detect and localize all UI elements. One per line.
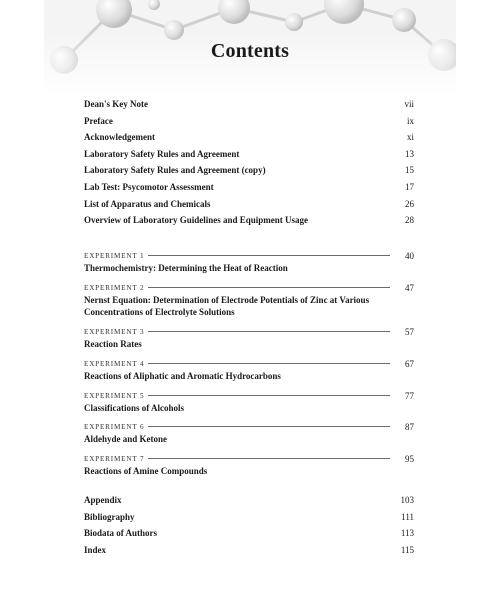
experiment-entry[interactable] (84, 326, 414, 350)
toc-entry-label: Laboratory Safety Rules and Agreement (copy) (84, 165, 266, 176)
experiment-label: EXPERIMENT 4 (84, 359, 145, 368)
experiment-page: 77 (405, 390, 414, 401)
leader-rule (148, 255, 390, 256)
toc-entry[interactable] (84, 182, 414, 199)
leader-rule (148, 363, 390, 364)
experiment-page: 95 (405, 453, 414, 464)
experiment-title: Aldehyde and Ketone (84, 434, 168, 444)
toc-entry-label: Acknowledgement (84, 132, 155, 143)
toc-entry-page: 17 (405, 181, 414, 192)
experiment-title: Reactions of Amine Compounds (84, 466, 208, 476)
contents-page (44, 0, 456, 600)
experiment-label: EXPERIMENT 6 (84, 422, 145, 431)
toc-entry-page: 111 (401, 511, 414, 522)
experiment-entry[interactable] (84, 250, 414, 274)
experiment-title: Classifications of Alcohols (84, 403, 185, 413)
toc-entry-label: Lab Test: Psycomotor Assessment (84, 181, 214, 192)
experiment-title: Reactions of Aliphatic and Aromatic Hydrocarbons (84, 371, 281, 381)
experiment-title: Thermochemistry: Determining the Heat of Reaction (84, 263, 288, 273)
toc-entry[interactable] (84, 545, 414, 562)
toc-entry-label: Laboratory Safety Rules and Agreement (84, 148, 240, 159)
back-matter-list (84, 495, 414, 561)
experiment-entry[interactable] (84, 282, 414, 319)
experiment-title: Nernst Equation: Determination of Electrode Potentials of Zinc at Various Concentrations of Electrolyte Solutions (84, 295, 370, 318)
toc-entry[interactable] (84, 116, 414, 133)
toc-entry[interactable] (84, 199, 414, 216)
experiment-entry[interactable] (84, 453, 414, 477)
leader-rule (148, 426, 390, 427)
toc-entry-page: 13 (405, 148, 414, 159)
toc-entry-page: 15 (405, 165, 414, 176)
toc-entry-page: vii (404, 99, 414, 109)
experiment-label: EXPERIMENT 1 (84, 251, 145, 260)
toc-entry-page: 103 (400, 495, 414, 505)
toc-entry-page: 113 (400, 528, 414, 539)
toc-entry-page: 28 (405, 215, 414, 226)
experiment-page: 40 (405, 250, 414, 261)
experiment-label: EXPERIMENT 7 (84, 454, 145, 463)
toc-entry[interactable] (84, 149, 414, 166)
toc-entry-label: List of Apparatus and Chemicals (84, 198, 211, 209)
experiment-entry[interactable] (84, 390, 414, 414)
toc-entry-label: Overview of Laboratory Guidelines and Equipment Usage (84, 215, 309, 226)
toc-entry[interactable] (84, 512, 414, 529)
toc-entry-page: ix (406, 115, 414, 126)
experiment-page: 67 (405, 358, 414, 369)
experiment-label: EXPERIMENT 3 (84, 327, 145, 336)
toc-entry-label: Biodata of Authors (84, 528, 158, 539)
leader-rule (148, 458, 390, 459)
experiment-page: 57 (405, 326, 414, 337)
toc-entry-label: Dean's Key Note (84, 99, 148, 109)
experiment-label: EXPERIMENT 2 (84, 283, 145, 292)
page-title: Contents (210, 40, 290, 62)
experiment-entry[interactable] (84, 421, 414, 445)
toc-entry[interactable] (84, 99, 414, 116)
toc-entry-label: Preface (84, 115, 113, 126)
toc-entry-label: Index (84, 544, 107, 555)
toc-entry-page: xi (406, 132, 414, 143)
leader-rule (148, 395, 390, 396)
experiment-label: EXPERIMENT 5 (84, 391, 145, 400)
leader-rule (148, 331, 390, 332)
toc-entry[interactable] (84, 165, 414, 182)
toc-entry[interactable] (84, 495, 414, 512)
toc-entry-page: 26 (405, 198, 414, 209)
experiment-page: 47 (405, 282, 414, 293)
experiment-entry[interactable] (84, 358, 414, 382)
toc-entry-label: Appendix (84, 495, 122, 505)
experiment-title: Reaction Rates (84, 339, 142, 349)
toc-entry[interactable] (84, 215, 414, 232)
toc-entry[interactable] (84, 132, 414, 149)
toc-entry[interactable] (84, 528, 414, 545)
toc-entry-page: 115 (400, 544, 414, 555)
front-matter-list (84, 99, 414, 232)
toc-entry-label: Bibliography (84, 511, 135, 522)
leader-rule (148, 287, 390, 288)
experiment-page: 87 (405, 421, 414, 432)
